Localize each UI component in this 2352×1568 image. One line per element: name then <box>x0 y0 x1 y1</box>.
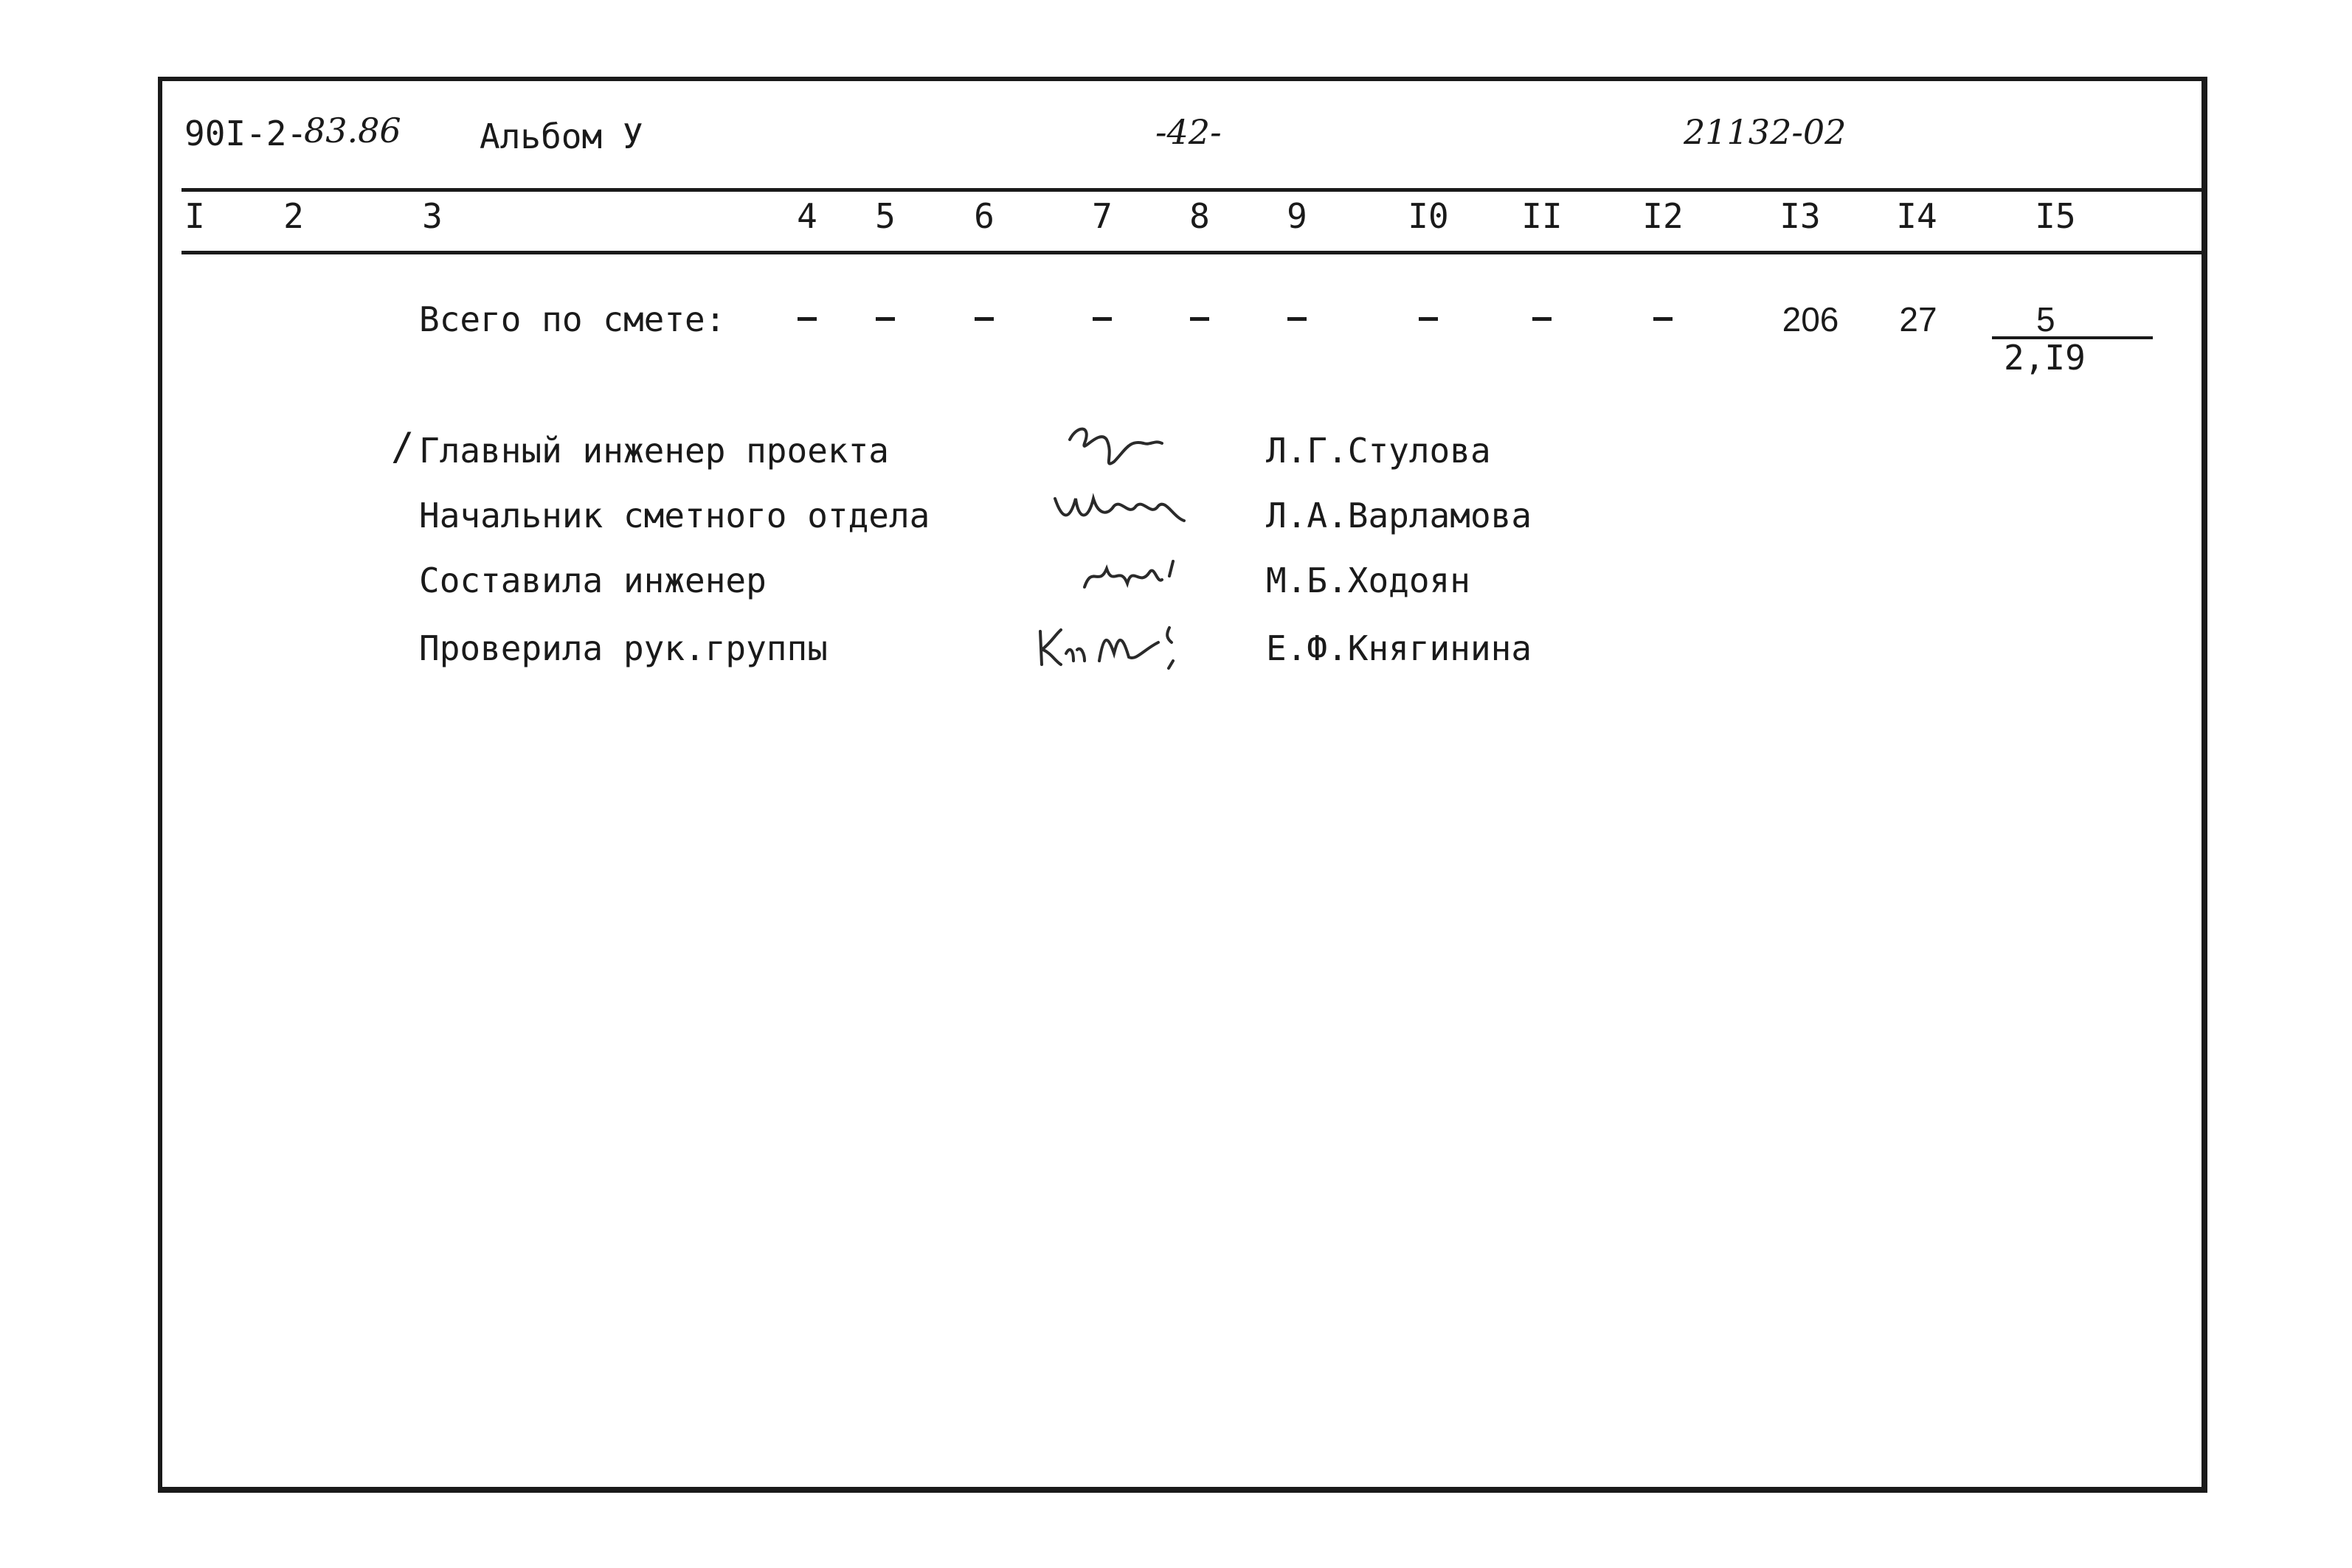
column-number: I2 <box>1642 196 1684 236</box>
header-divider <box>181 188 2207 192</box>
empty-value-dash <box>1419 317 1438 321</box>
signature-role: Составила инженер <box>419 561 767 600</box>
handwritten-signature-icon <box>1033 410 1217 476</box>
handwritten-signature-icon <box>1033 476 1217 543</box>
total-col14: 27 <box>1899 300 1937 339</box>
empty-value-dash <box>1190 317 1209 321</box>
total-col15-numerator: 5 <box>2036 300 2055 339</box>
signature-name: М.Б.Ходоян <box>1266 561 1470 600</box>
column-number: 2 <box>283 196 304 236</box>
column-number: 7 <box>1092 196 1113 236</box>
empty-value-dash <box>798 317 817 321</box>
column-number: 4 <box>797 196 817 236</box>
album-label: Альбом У <box>480 117 643 156</box>
column-number: II <box>1521 196 1563 236</box>
signature-name: Л.А.Варламова <box>1266 496 1532 535</box>
signature-role: Начальник сметного отдела <box>419 496 930 535</box>
signature-name: Л.Г.Стулова <box>1266 431 1491 471</box>
empty-value-dash <box>1653 317 1673 321</box>
signature-name: Е.Ф.Княгинина <box>1266 628 1532 668</box>
margin-slash-mark: / <box>391 425 415 469</box>
totals-label: Всего по смете: <box>419 299 726 339</box>
empty-value-dash <box>1093 317 1112 321</box>
column-number: 8 <box>1189 196 1210 236</box>
signature-role: Главный инженер проекта <box>419 431 889 471</box>
empty-value-dash <box>975 317 994 321</box>
column-number: 6 <box>974 196 995 236</box>
doc-number-handwritten: 83.86 <box>304 111 401 150</box>
empty-value-dash <box>1287 317 1307 321</box>
column-number: I <box>184 196 205 236</box>
column-number: I3 <box>1779 196 1821 236</box>
column-number: I0 <box>1408 196 1449 236</box>
column-header-divider <box>181 251 2207 254</box>
handwritten-signature-icon <box>1033 609 1217 676</box>
empty-value-dash <box>876 317 895 321</box>
column-number: I4 <box>1896 196 1937 236</box>
doc-number-printed: 90I-2- <box>184 114 308 153</box>
column-number: 5 <box>875 196 896 236</box>
column-number: 3 <box>422 196 443 236</box>
column-number: 9 <box>1287 196 1307 236</box>
document-frame <box>158 77 2207 1493</box>
total-col13: 206 <box>1782 300 1839 339</box>
document-code: 21132-02 <box>1684 112 1847 152</box>
empty-value-dash <box>1532 317 1552 321</box>
handwritten-signature-icon <box>1033 543 1217 609</box>
column-number: I5 <box>2035 196 2076 236</box>
page-number: -42- <box>1155 112 1222 152</box>
signature-role: Проверила рук.группы <box>419 628 828 668</box>
total-col15-denominator: 2,I9 <box>2004 338 2086 378</box>
